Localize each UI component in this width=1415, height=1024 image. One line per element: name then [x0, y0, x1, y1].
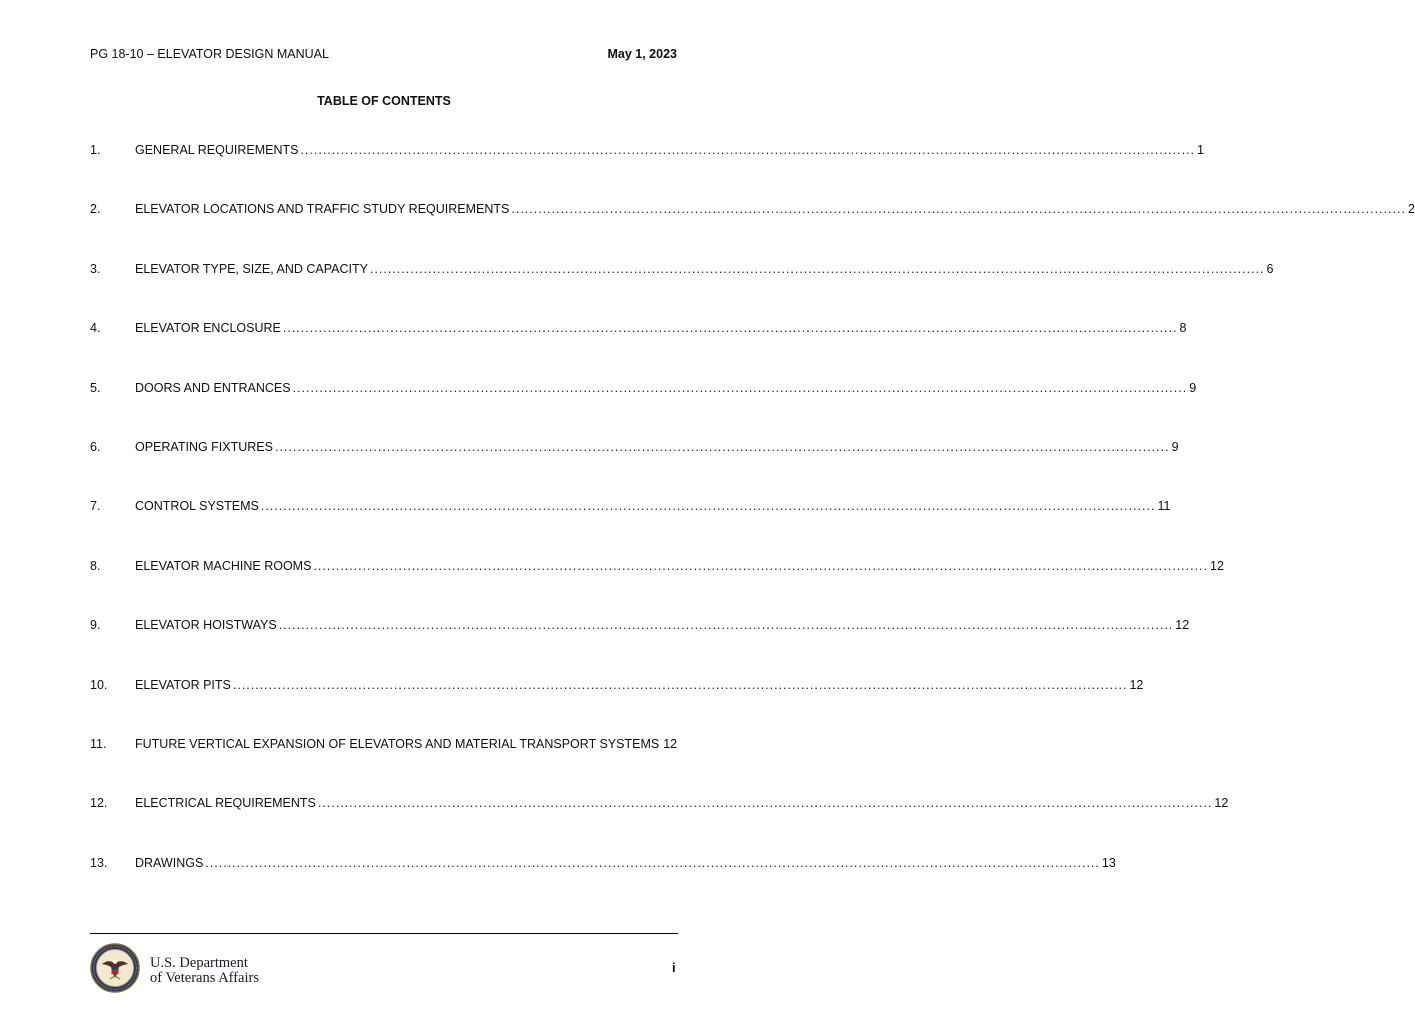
toc-entry-page: 12 [1214, 796, 1229, 811]
toc-entry[interactable] [90, 796, 1229, 855]
toc-entry-number: 2. [90, 202, 101, 217]
org-line-2: of Veterans Affairs [150, 970, 259, 986]
toc-entry-page: 12 [663, 736, 678, 751]
toc-entry-line [135, 261, 1274, 276]
toc-entry-page: 12 [1175, 618, 1190, 633]
toc-entry-number: 4. [90, 321, 101, 336]
toc-entry-page: 8 [1179, 321, 1187, 336]
toc-leader-dots: ........................................................................................................................................................................................................ [278, 618, 1174, 633]
page-number: i [672, 960, 676, 975]
toc-leader-dots: ........................................................................................................................................................................................................ [232, 677, 1128, 692]
toc-entry-number: 9. [90, 618, 101, 633]
footer-divider [90, 933, 678, 934]
toc-entry[interactable] [90, 143, 1204, 202]
toc-entry[interactable] [90, 855, 1116, 915]
toc-entry-label: ELEVATOR LOCATIONS AND TRAFFIC STUDY REQUIREMENTS [135, 202, 510, 217]
document-title: PG 18-10 – ELEVATOR DESIGN MANUAL [90, 47, 329, 61]
toc-leader-dots: ........................................................................................................................................................................................................ [260, 499, 1156, 514]
toc-entry-number: 6. [90, 439, 101, 454]
toc-leader-dots: ........................................................................................................................................................................................................ [511, 202, 1406, 217]
toc-entry-page: 9 [1171, 439, 1179, 454]
organization-name [150, 956, 259, 986]
toc-entry-label: CONTROL SYSTEMS [135, 499, 259, 514]
toc-entry-label: ELECTRICAL REQUIREMENTS [135, 796, 316, 811]
toc-entry-line [135, 499, 1171, 514]
toc-heading: TABLE OF CONTENTS [317, 94, 451, 108]
va-logo [86, 940, 266, 1000]
toc-entry[interactable] [90, 737, 677, 796]
toc-entry-line [135, 677, 1144, 692]
toc-entry-line [135, 380, 1197, 395]
toc-leader-dots: ........................................................................................................................................................................................................ [205, 855, 1100, 870]
toc-leader-dots: ........................................................................................................................................................................................................ [274, 439, 1170, 454]
toc-entry-line [135, 796, 1229, 811]
toc-entry-number: 12. [90, 796, 108, 811]
toc-entry-line [135, 558, 1224, 573]
toc-leader-dots: ........................................................................................................................................................................................................ [317, 796, 1213, 811]
toc-entry-number: 13. [90, 855, 108, 870]
toc-entry-page: 1 [1197, 143, 1204, 157]
toc-entry-label: DOORS AND ENTRANCES [135, 380, 291, 395]
toc-leader-dots: ........................................................................................................................................................................................................ [282, 321, 1178, 336]
toc-entry-label: ELEVATOR PITS [135, 677, 231, 692]
toc-entry-label: ELEVATOR TYPE, SIZE, AND CAPACITY [135, 261, 368, 276]
toc-entry[interactable] [90, 677, 1144, 737]
toc-entry-page: 2 [1407, 202, 1415, 217]
toc-entry-label: OPERATING FIXTURES [135, 439, 273, 454]
toc-entry[interactable] [90, 439, 1179, 499]
toc-leader-dots: ........................................................................................................................................................................................................ [300, 143, 1196, 157]
toc-entry-line [135, 855, 1116, 870]
toc-entry-number: 11. [90, 736, 107, 751]
toc-leader-dots: ........................................................................................................................................................................................................ [313, 558, 1209, 573]
toc-entry[interactable] [90, 499, 1171, 558]
toc-entry-label: FUTURE VERTICAL EXPANSION OF ELEVATORS AND MATERIAL TRANSPORT SYSTEMS [135, 736, 660, 751]
va-seal-icon [90, 943, 140, 993]
toc-entry-page: 6 [1266, 261, 1274, 276]
toc-entry-line [135, 618, 1190, 633]
toc-leader-dots: ........................................................................................................................................................................................................ [369, 261, 1265, 276]
toc-entry-number: 10. [90, 677, 108, 692]
toc-entry-page: 11 [1157, 499, 1171, 514]
toc-entry[interactable] [90, 321, 1187, 380]
toc-entry[interactable] [90, 558, 1224, 618]
toc-entry[interactable] [90, 380, 1197, 440]
toc-entry-page: 13 [1101, 855, 1116, 870]
toc-entry-number: 1. [90, 143, 101, 157]
toc-entry-line [135, 143, 1204, 157]
toc-entry-page: 12 [1210, 558, 1224, 573]
toc-entry[interactable] [90, 261, 1274, 321]
toc-entry-label: ELEVATOR ENCLOSURE [135, 321, 281, 336]
toc-entry-label: GENERAL REQUIREMENTS [135, 143, 299, 157]
toc-entry-label: ELEVATOR MACHINE ROOMS [135, 558, 312, 573]
toc-entry-page: 9 [1189, 380, 1197, 395]
toc-entry-line [135, 202, 1415, 217]
toc-entry-line [135, 321, 1187, 336]
toc-entry-label: DRAWINGS [135, 855, 204, 870]
page-header [90, 47, 677, 65]
toc-entry[interactable] [90, 202, 1415, 261]
org-line-1: U.S. Department [150, 955, 248, 971]
toc-entry-label: ELEVATOR HOISTWAYS [135, 618, 277, 633]
table-of-contents [90, 143, 1415, 915]
toc-entry-number: 5. [90, 380, 101, 395]
toc-entry-number: 8. [90, 558, 101, 573]
toc-leader-dots: ........................................................................................................................................................................................................ [292, 380, 1188, 395]
toc-entry-page: 12 [1129, 677, 1144, 692]
toc-entry-number: 7. [90, 499, 101, 514]
toc-entry[interactable] [90, 618, 1190, 677]
toc-entry-line [135, 737, 677, 751]
toc-entry-number: 3. [90, 261, 101, 276]
document-date: May 1, 2023 [607, 47, 677, 61]
toc-entry-line [135, 439, 1179, 454]
